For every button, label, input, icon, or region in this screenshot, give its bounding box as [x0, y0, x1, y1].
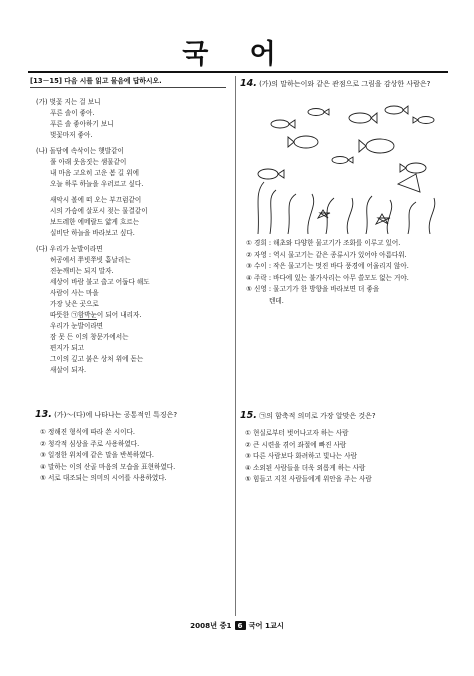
poem-line: 편지가 되고 [50, 344, 84, 352]
column-divider [235, 76, 236, 616]
poem-line: 새악시 볼에 떠 오는 부끄럼같이 [50, 196, 142, 204]
answer-choice[interactable]: ③ 일정한 위치에 같은 말을 반복하였다. [40, 451, 155, 459]
poem-line: 그이의 깊고 붉은 상처 위에 돋는 [50, 355, 144, 363]
poem-line: 푸른 솔이 좋아. [50, 109, 95, 117]
poem-passage [36, 97, 150, 376]
poem-line: 세상이 바람 불고 춥고 어둡다 해도 [50, 278, 150, 286]
answer-choice[interactable]: ③ 수이 : 작은 물고기는 멋진 바다 풍경에 어울리지 않아. [246, 262, 409, 270]
poem-line: 벚꽃마저 좋아. [50, 131, 93, 139]
answer-choice[interactable]: ① 경희 : 해초와 다양한 물고기가 조화를 이루고 있어. [246, 239, 401, 247]
question-14-choices [246, 238, 409, 307]
page-number: 6 [235, 621, 246, 630]
underlined-word: 함박눈 [77, 311, 97, 319]
footer-exam-label: 2008년 중1 [190, 621, 232, 630]
poem-line: 진눈깨비는 되지 말자. [50, 267, 114, 275]
answer-choice[interactable]: ④ 주락 : 바다에 있는 불가사리는 아무 쓸모도 없는 거야. [246, 273, 409, 282]
question-stem: ㉠의 함축적 의미로 가장 알맞은 것은? [259, 412, 376, 420]
undersea-fish-illustration-icon [248, 98, 444, 234]
poem-line: 내 마음 고요히 고운 봄 길 위에 [50, 169, 140, 177]
poem-line: (나) 돌담에 속삭이는 햇발같이 [36, 147, 124, 155]
question-stem: (가)～(다)에 나타나는 공통적인 특징은? [54, 411, 178, 419]
poem-line: 따뜻한 ㉠함박눈이 되어 내리자. [50, 311, 142, 319]
question-number: 15. [240, 410, 257, 421]
poem-line: 허공에서 쭈빗쭈빗 흩날리는 [50, 256, 131, 264]
title-rule [28, 71, 448, 73]
poem-line: 풀 아래 웃음짓는 샘물같이 [50, 158, 127, 166]
question-13 [35, 409, 177, 485]
footer-subject-label: 국어 1교시 [248, 621, 284, 630]
question-number: 14. [240, 78, 257, 89]
question-14 [240, 78, 430, 90]
poem-line: 잠 못 든 이의 창문가에서는 [50, 333, 129, 341]
poem-line: 푸른 솔 좋아하기 보니 [50, 120, 114, 128]
page-footer [0, 621, 474, 631]
poem-line: (다) 우리가 눈발이라면 [36, 245, 103, 253]
poem-line: 오늘 하루 하늘을 우러르고 싶다. [50, 180, 144, 188]
answer-choice[interactable]: ② 청각적 심상을 주로 사용하였다. [40, 439, 140, 448]
answer-choice[interactable]: ② 큰 시련을 겪어 좌절에 빠진 사람 [245, 440, 347, 449]
question-number: 13. [35, 409, 52, 420]
question-15 [240, 410, 376, 486]
answer-choice[interactable]: ④ 소외된 사람들을 더욱 외롭게 하는 사람 [245, 463, 366, 472]
poem-line: 시의 가슴에 살포시 젖는 물결같이 [50, 207, 148, 215]
answer-choice[interactable]: ⑤ 서로 대조되는 의미의 시어를 사용하였다. [40, 474, 167, 482]
poem-line: 우리가 눈발이라면 [50, 322, 104, 330]
answer-choice[interactable]: ⑤ 신영 : 물고기가 한 방향을 바라보면 더 좋을 [246, 285, 380, 293]
question-stem: (가)의 말하는이와 같은 관점으로 그림을 감상한 사람은? [259, 80, 431, 88]
answer-choice-continued: 텐데. [269, 296, 284, 305]
poem-line: 새살이 되자. [50, 366, 87, 374]
instruction-rule [30, 87, 226, 88]
poem-line: 가장 낮은 곳으로 [50, 300, 99, 308]
answer-choice[interactable]: ⑤ 힘들고 지친 사람들에게 위안을 주는 사람 [245, 475, 372, 483]
poem-line: 보드레한 에메랄드 얇게 흐르는 [50, 218, 140, 226]
passage-instruction: [13－15] 다음 시를 읽고 물음에 답하시오. [30, 77, 162, 85]
answer-choice[interactable]: ④ 말하는 이의 산골 마음의 모습을 표현하였다. [40, 462, 176, 471]
page-title: 국 어 [182, 39, 292, 70]
answer-choice[interactable]: ① 현실로부터 벗어나고자 하는 사람 [245, 429, 349, 437]
answer-choice[interactable]: ① 정해진 형식에 따라 쓴 시이다. [40, 428, 135, 436]
poem-line: 사람이 사는 마을 [50, 289, 99, 297]
answer-choice[interactable]: ③ 다른 사람보다 화려하고 빛나는 사람 [245, 452, 357, 460]
poem-line: (가) 벚꽃 지는 걸 보니 [36, 98, 101, 106]
poem-line: 실비단 하늘을 바라보고 싶다. [50, 229, 135, 237]
answer-choice[interactable]: ② 자영 : 역시 물고기는 같은 종류시가 있어야 아름다워. [246, 250, 407, 259]
